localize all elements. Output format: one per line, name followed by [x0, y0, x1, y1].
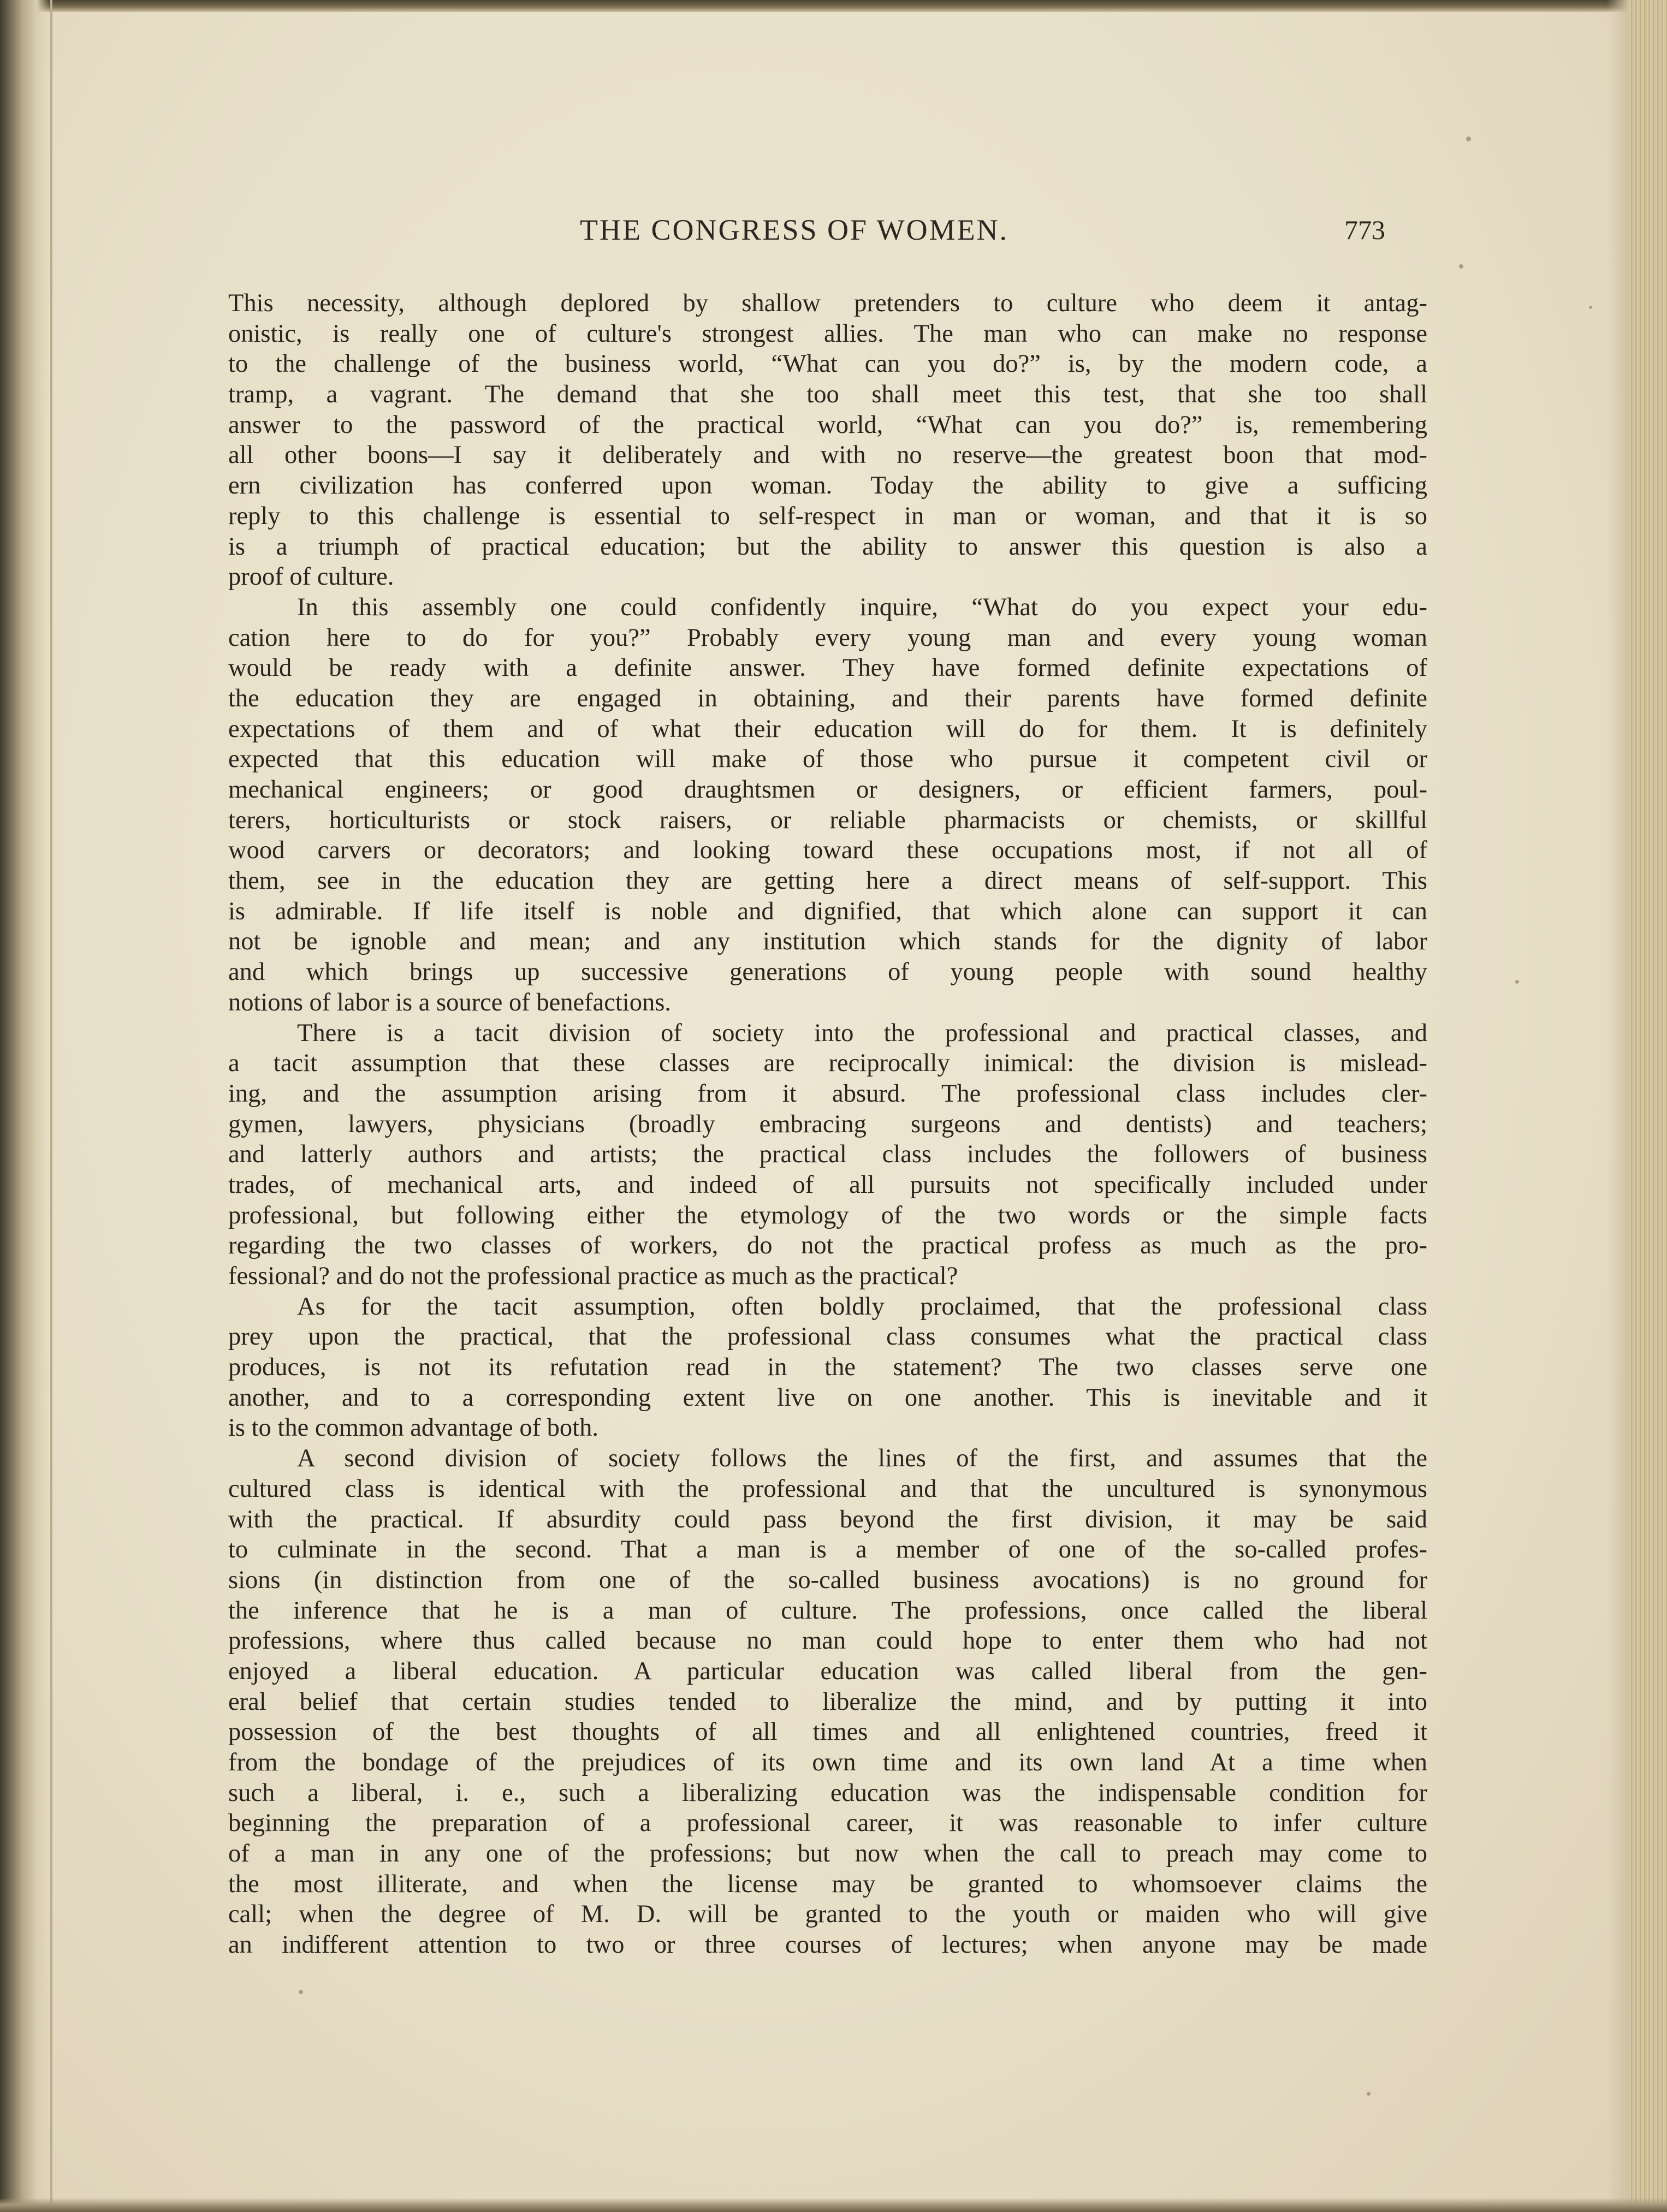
- text-line: call; when the degree of M. D. will be granted to the youth or maiden who will give: [228, 1900, 1427, 1929]
- text-line: with the practical. If absurdity could pass beyond the first division, it may be said: [228, 1505, 1427, 1533]
- text-line: wood carvers or decorators; and looking toward these occupations most, if not all of: [228, 836, 1427, 865]
- text-line: expected that this education will make of those who pursue it competent civil or: [228, 745, 1427, 774]
- text-line: possession of the best thoughts of all times and all enlightened countries, freed it: [228, 1718, 1427, 1746]
- body-text: [228, 288, 1427, 1960]
- text-line: of a man in any one of the professions; but now when the call to preach may come to: [228, 1840, 1427, 1868]
- text-line: regarding the two classes of workers, do not the practical profess as much as the pro-: [228, 1232, 1427, 1260]
- text-line: cultured class is identical with the professional and that the uncultured is synonymous: [228, 1474, 1427, 1503]
- text-line: answer to the password of the practical world, “What can you do?” is, remembering: [228, 411, 1427, 439]
- text-line: another, and to a corresponding extent live on one another. This is inevitable and it: [228, 1383, 1427, 1412]
- text-line: is to the common advantage of both.: [228, 1414, 598, 1442]
- text-line: would be ready with a definite answer. They have formed definite expectations of: [228, 654, 1427, 682]
- text-line: beginning the preparation of a professional career, it was reasonable to infer culture: [228, 1809, 1427, 1838]
- text-line: gymen, lawyers, physicians (broadly embracing surgeons and dentists) and teachers;: [228, 1110, 1427, 1138]
- text-line: to the challenge of the business world, “What can you do?” is, by the modern code, a: [228, 350, 1427, 378]
- fore-edge-pages: [1629, 0, 1667, 2212]
- text-line: prey upon the practical, that the professional class consumes what the practical class: [228, 1323, 1427, 1351]
- text-line: all other boons—I say it deliberately and with no reserve—the greatest boon that mod-: [228, 441, 1427, 469]
- text-line: is a triumph of practical education; but the ability to answer this question is also a: [228, 532, 1427, 561]
- text-line: the most illiterate, and when the license may be granted to whomsoever claims the: [228, 1870, 1427, 1898]
- paper-speck: [1515, 980, 1519, 984]
- text-line: fessional? and do not the professional practice as much as the practical?: [228, 1262, 958, 1290]
- text-line: mechanical engineers; or good draughtsmen or designers, or efficient farmers, poul-: [228, 776, 1427, 804]
- text-line: In this assembly one could confidently inquire, “What do you expect your edu-: [297, 593, 1427, 621]
- page-number: 773: [1344, 215, 1385, 245]
- text-line: trades, of mechanical arts, and indeed of all pursuits not specifically included under: [228, 1170, 1427, 1199]
- text-line: tramp, a vagrant. The demand that she too shall meet this test, that she too shall: [228, 380, 1427, 409]
- text-line: A second division of society follows the lines of the first, and assumes that the: [297, 1444, 1427, 1473]
- text-line: such a liberal, i. e., such a liberalizing education was the indispensable condition for: [228, 1779, 1427, 1807]
- text-line: a tacit assumption that these classes are reciprocally inimical: the division is mislead-: [228, 1049, 1427, 1078]
- paper-speck: [299, 1990, 303, 1994]
- text-line: is admirable. If life itself is noble and dignified, that which alone can support it can: [228, 897, 1427, 925]
- paper-speck: [1466, 136, 1471, 141]
- text-line: reply to this challenge is essential to self-respect in man or woman, and that it is so: [228, 502, 1427, 530]
- text-line: enjoyed a liberal education. A particular education was called liberal from the gen-: [228, 1657, 1427, 1685]
- paper-speck: [1459, 264, 1463, 269]
- text-line: eral belief that certain studies tended to liberalize the mind, and by putting it into: [228, 1687, 1427, 1716]
- text-line: cation here to do for you?” Probably every young man and every young woman: [228, 623, 1427, 652]
- text-line: onistic, is really one of culture's strongest allies. The man who can make no response: [228, 319, 1427, 348]
- gutter-fold-line: [50, 0, 52, 2212]
- text-line: ing, and the assumption arising from it absurd. The professional class includes cler-: [228, 1079, 1427, 1108]
- text-line: not be ignoble and mean; and any institution which stands for the dignity of labor: [228, 927, 1427, 956]
- text-line: sions (in distinction from one of the so-called business avocations) is no ground for: [228, 1566, 1427, 1594]
- text-line: them, see in the education they are getting here a direct means of self-support. This: [228, 867, 1427, 895]
- paper-speck: [1367, 2092, 1371, 2096]
- paper-speck: [1589, 306, 1592, 309]
- text-line: and latterly authors and artists; the practical class includes the followers of business: [228, 1140, 1427, 1169]
- text-line: from the bondage of the prejudices of its own time and its own land At a time when: [228, 1749, 1427, 1776]
- text-line: professions, where thus called because no man could hope to enter them who had not: [228, 1627, 1427, 1655]
- text-line: ern civilization has conferred upon woman. Today the ability to give a sufficing: [228, 472, 1427, 500]
- text-line: This necessity, although deplored by shallow pretenders to culture who deem it antag-: [228, 289, 1427, 317]
- text-line: an indifferent attention to two or three courses of lectures; when anyone may be made: [228, 1931, 1427, 1959]
- text-line: expectations of them and of what their education will do for them. It is definitely: [228, 715, 1427, 743]
- binding-gutter: [0, 0, 49, 2212]
- text-line: notions of labor is a source of benefactions.: [228, 988, 671, 1016]
- text-line: the education they are engaged in obtaining, and their parents have formed definite: [228, 684, 1427, 712]
- text-line: and which brings up successive generations of young people with sound healthy: [228, 958, 1427, 986]
- fore-edge-shadow: [1607, 0, 1629, 2212]
- text-line: terers, horticulturists or stock raisers, or reliable pharmacists or chemists, or skillful: [228, 806, 1427, 834]
- text-line: As for the tacit assumption, often boldly proclaimed, that the professional class: [297, 1292, 1427, 1321]
- text-line: There is a tacit division of society into the professional and practical classes, and: [297, 1019, 1427, 1047]
- text-line: professional, but following either the etymology of the two words or the simple facts: [228, 1201, 1427, 1229]
- text-line: to culminate in the second. That a man is a member of one of the so-called profes-: [228, 1536, 1427, 1564]
- text-line: the inference that he is a man of culture. The professions, once called the liberal: [228, 1596, 1427, 1625]
- text-line: proof of culture.: [228, 563, 394, 591]
- bottom-page-edge: [0, 2198, 1667, 2212]
- text-line: produces, is not its refutation read in the statement? The two classes serve one: [228, 1353, 1427, 1382]
- top-page-edge: [0, 0, 1667, 12]
- running-title: THE CONGRESS OF WOMEN.: [580, 213, 1009, 246]
